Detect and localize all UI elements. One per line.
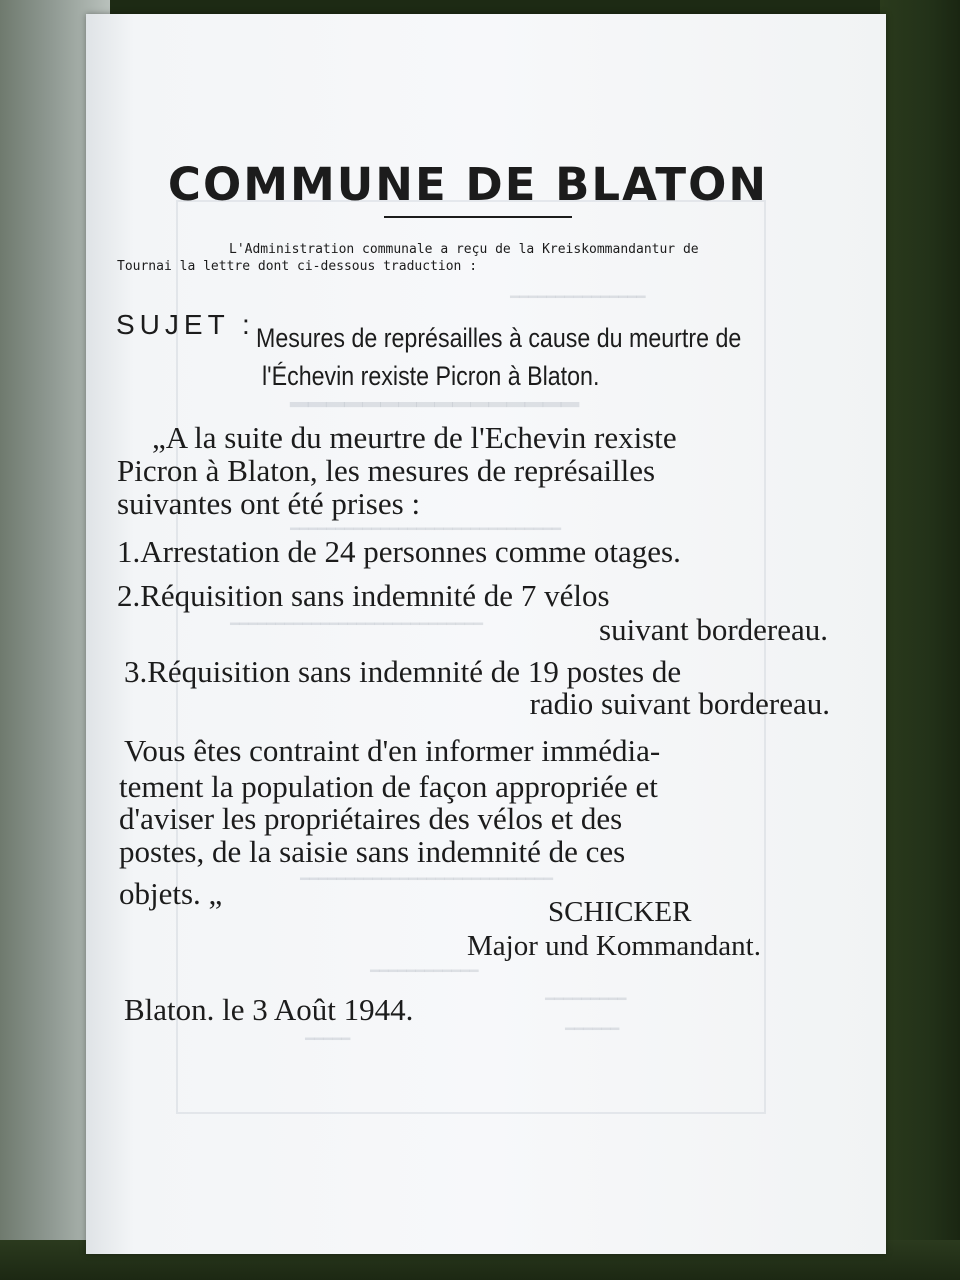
paragraph-1-line-2: Picron à Blaton, les mesures de représailles: [117, 453, 656, 488]
bleed-through-text: ━━━━━: [305, 1030, 351, 1048]
paragraph-2-line-4: postes, de la saisie sans indemnité de ces: [119, 834, 626, 869]
subject-label: SUJET :: [116, 309, 255, 340]
paragraph-2-line-1: Vous êtes contraint d'en informer immédia-: [124, 733, 661, 768]
signature-title: Major und Kommandant.: [467, 930, 761, 962]
intro-line-1: L'Administration communale a reçu de la Kreiskommandantur de: [229, 242, 699, 257]
list-item-2-line-2: suivant bordereau.: [599, 612, 828, 647]
dateline: Blaton. le 3 Août 1944.: [124, 992, 414, 1027]
paragraph-1-line-3: suivantes ont été prises :: [117, 486, 421, 521]
bleed-through-text: ━━━━━━━━━━━━: [370, 962, 479, 980]
bleed-through-text: ━━━━━━━━━━━━━━━━━━━━━━━━━━━━: [300, 870, 553, 888]
bleed-through-text: ━━━━━━━━━━━━━━━━: [290, 388, 579, 423]
list-item-1: 1.Arrestation de 24 personnes comme otages.: [117, 534, 681, 569]
list-item-2-line-1: 2.Réquisition sans indemnité de 7 vélos: [117, 578, 610, 613]
document-title: COMMUNE DE BLATON: [167, 158, 769, 211]
paragraph-2-line-3: d'aviser les propriétaires des vélos et des: [119, 801, 623, 836]
intro-line-2: Tournai la lettre dont ci-dessous traduction :: [117, 259, 478, 274]
list-item-3-line-1: 3.Réquisition sans indemnité de 19 postes de: [124, 654, 682, 689]
bleed-through-text: ━━━━━━━━━━━━━━━━━━━━━━━━━━━━: [230, 615, 483, 633]
bleed-through-text: ━━━━━━━━━: [545, 990, 627, 1008]
list-item-3-line-2: radio suivant bordereau.: [529, 686, 830, 721]
subject-line-2: l'Échevin rexiste Picron à Blaton.: [262, 361, 600, 391]
title-underline: [384, 216, 572, 218]
bleed-through-text: ━━━━━━━━━━━━━━━━━━━━━━━━━━━━━━: [290, 520, 561, 538]
paragraph-1-line-1: „A la suite du meurtre de l'Echevin rexiste: [152, 420, 677, 455]
paragraph-2-line-5: objets. „: [119, 876, 223, 911]
bleed-through-text: ━━━━━━━━━━━━━━━: [510, 288, 646, 306]
signature-name: SCHICKER: [548, 896, 692, 928]
paragraph-2-line-2: tement la population de façon appropriée et: [119, 769, 658, 804]
subject-line-1: Mesures de représailles à cause du meurtre de: [256, 323, 742, 353]
background-right: [880, 0, 960, 1280]
bleed-through-text: ━━━━━━: [565, 1020, 620, 1038]
